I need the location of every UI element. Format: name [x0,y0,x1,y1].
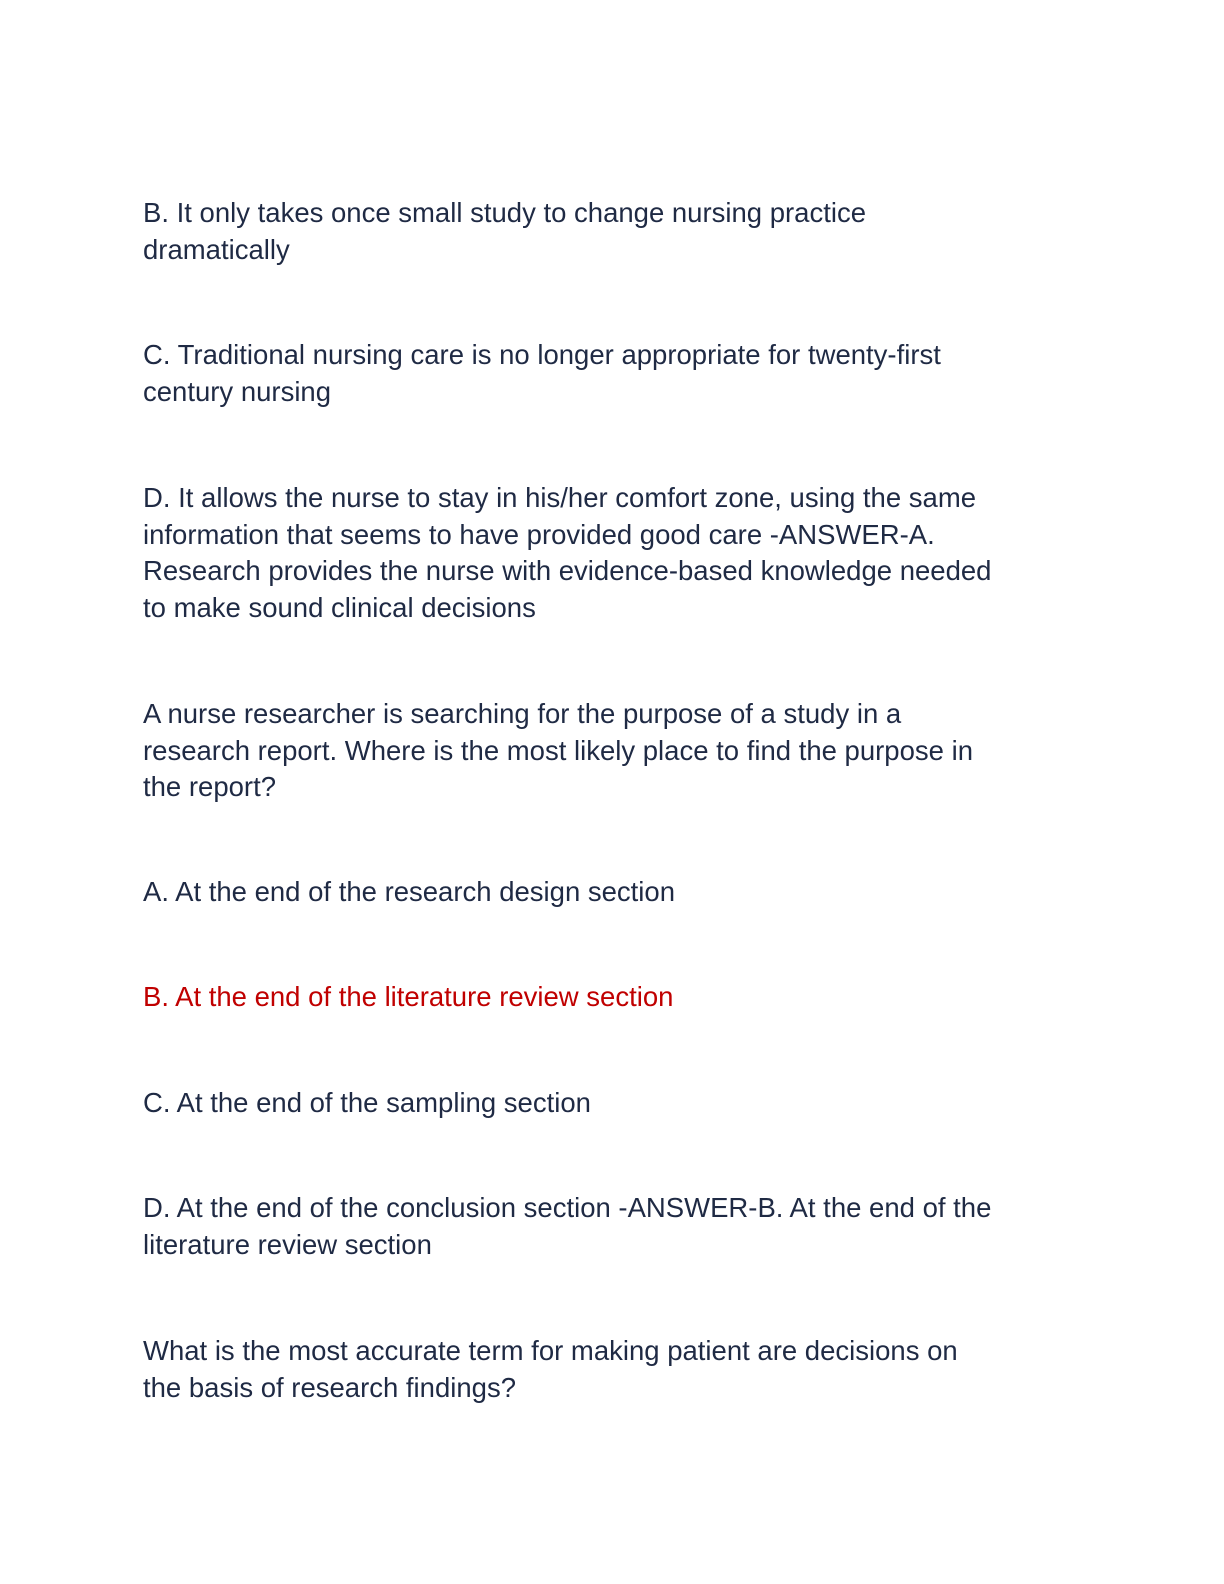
text-line: What is the most accurate term for making patient are decisions on [143,1335,958,1366]
text-line: A nurse researcher is searching for the purpose of a study in a [143,698,902,729]
answer-option-b [143,195,1083,268]
text-line: the basis of research findings? [143,1371,516,1403]
answer-option-b-highlighted [143,979,1083,1016]
answer-option-d-with-answer [143,480,1083,626]
text-line: the report? [143,771,277,802]
question-text [143,696,1083,806]
text-line: B. At the end of the literature review section [143,981,674,1012]
text-line: dramatically [143,233,290,265]
text-line: D. It allows the nurse to stay in his/her comfort zone, using the same [143,482,977,513]
text-line: D. At the end of the conclusion section -ANSWER-B. At the end of the [143,1192,992,1223]
text-line: century nursing [143,375,332,407]
answer-option-c [143,337,1083,410]
text-line: to make sound clinical decisions [143,591,536,623]
text-line: literature review section [143,1228,432,1260]
text-line: Research provides the nurse with evidence-based knowledge needed [143,555,992,586]
text-line: information that seems to have provided good care -ANSWER-A. [143,518,935,550]
answer-option-a [143,874,1083,911]
question-text [143,1333,1083,1406]
answer-option-c [143,1085,1083,1122]
text-line: C. Traditional nursing care is no longer appropriate for twenty-first [143,339,941,370]
answer-option-d-with-answer [143,1190,1083,1263]
text-line: C. At the end of the sampling section [143,1087,591,1118]
text-line: research report. Where is the most likely place to find the purpose in [143,734,973,766]
text-line: B. It only takes once small study to change nursing practice [143,197,867,228]
text-line: A. At the end of the research design section [143,876,676,907]
